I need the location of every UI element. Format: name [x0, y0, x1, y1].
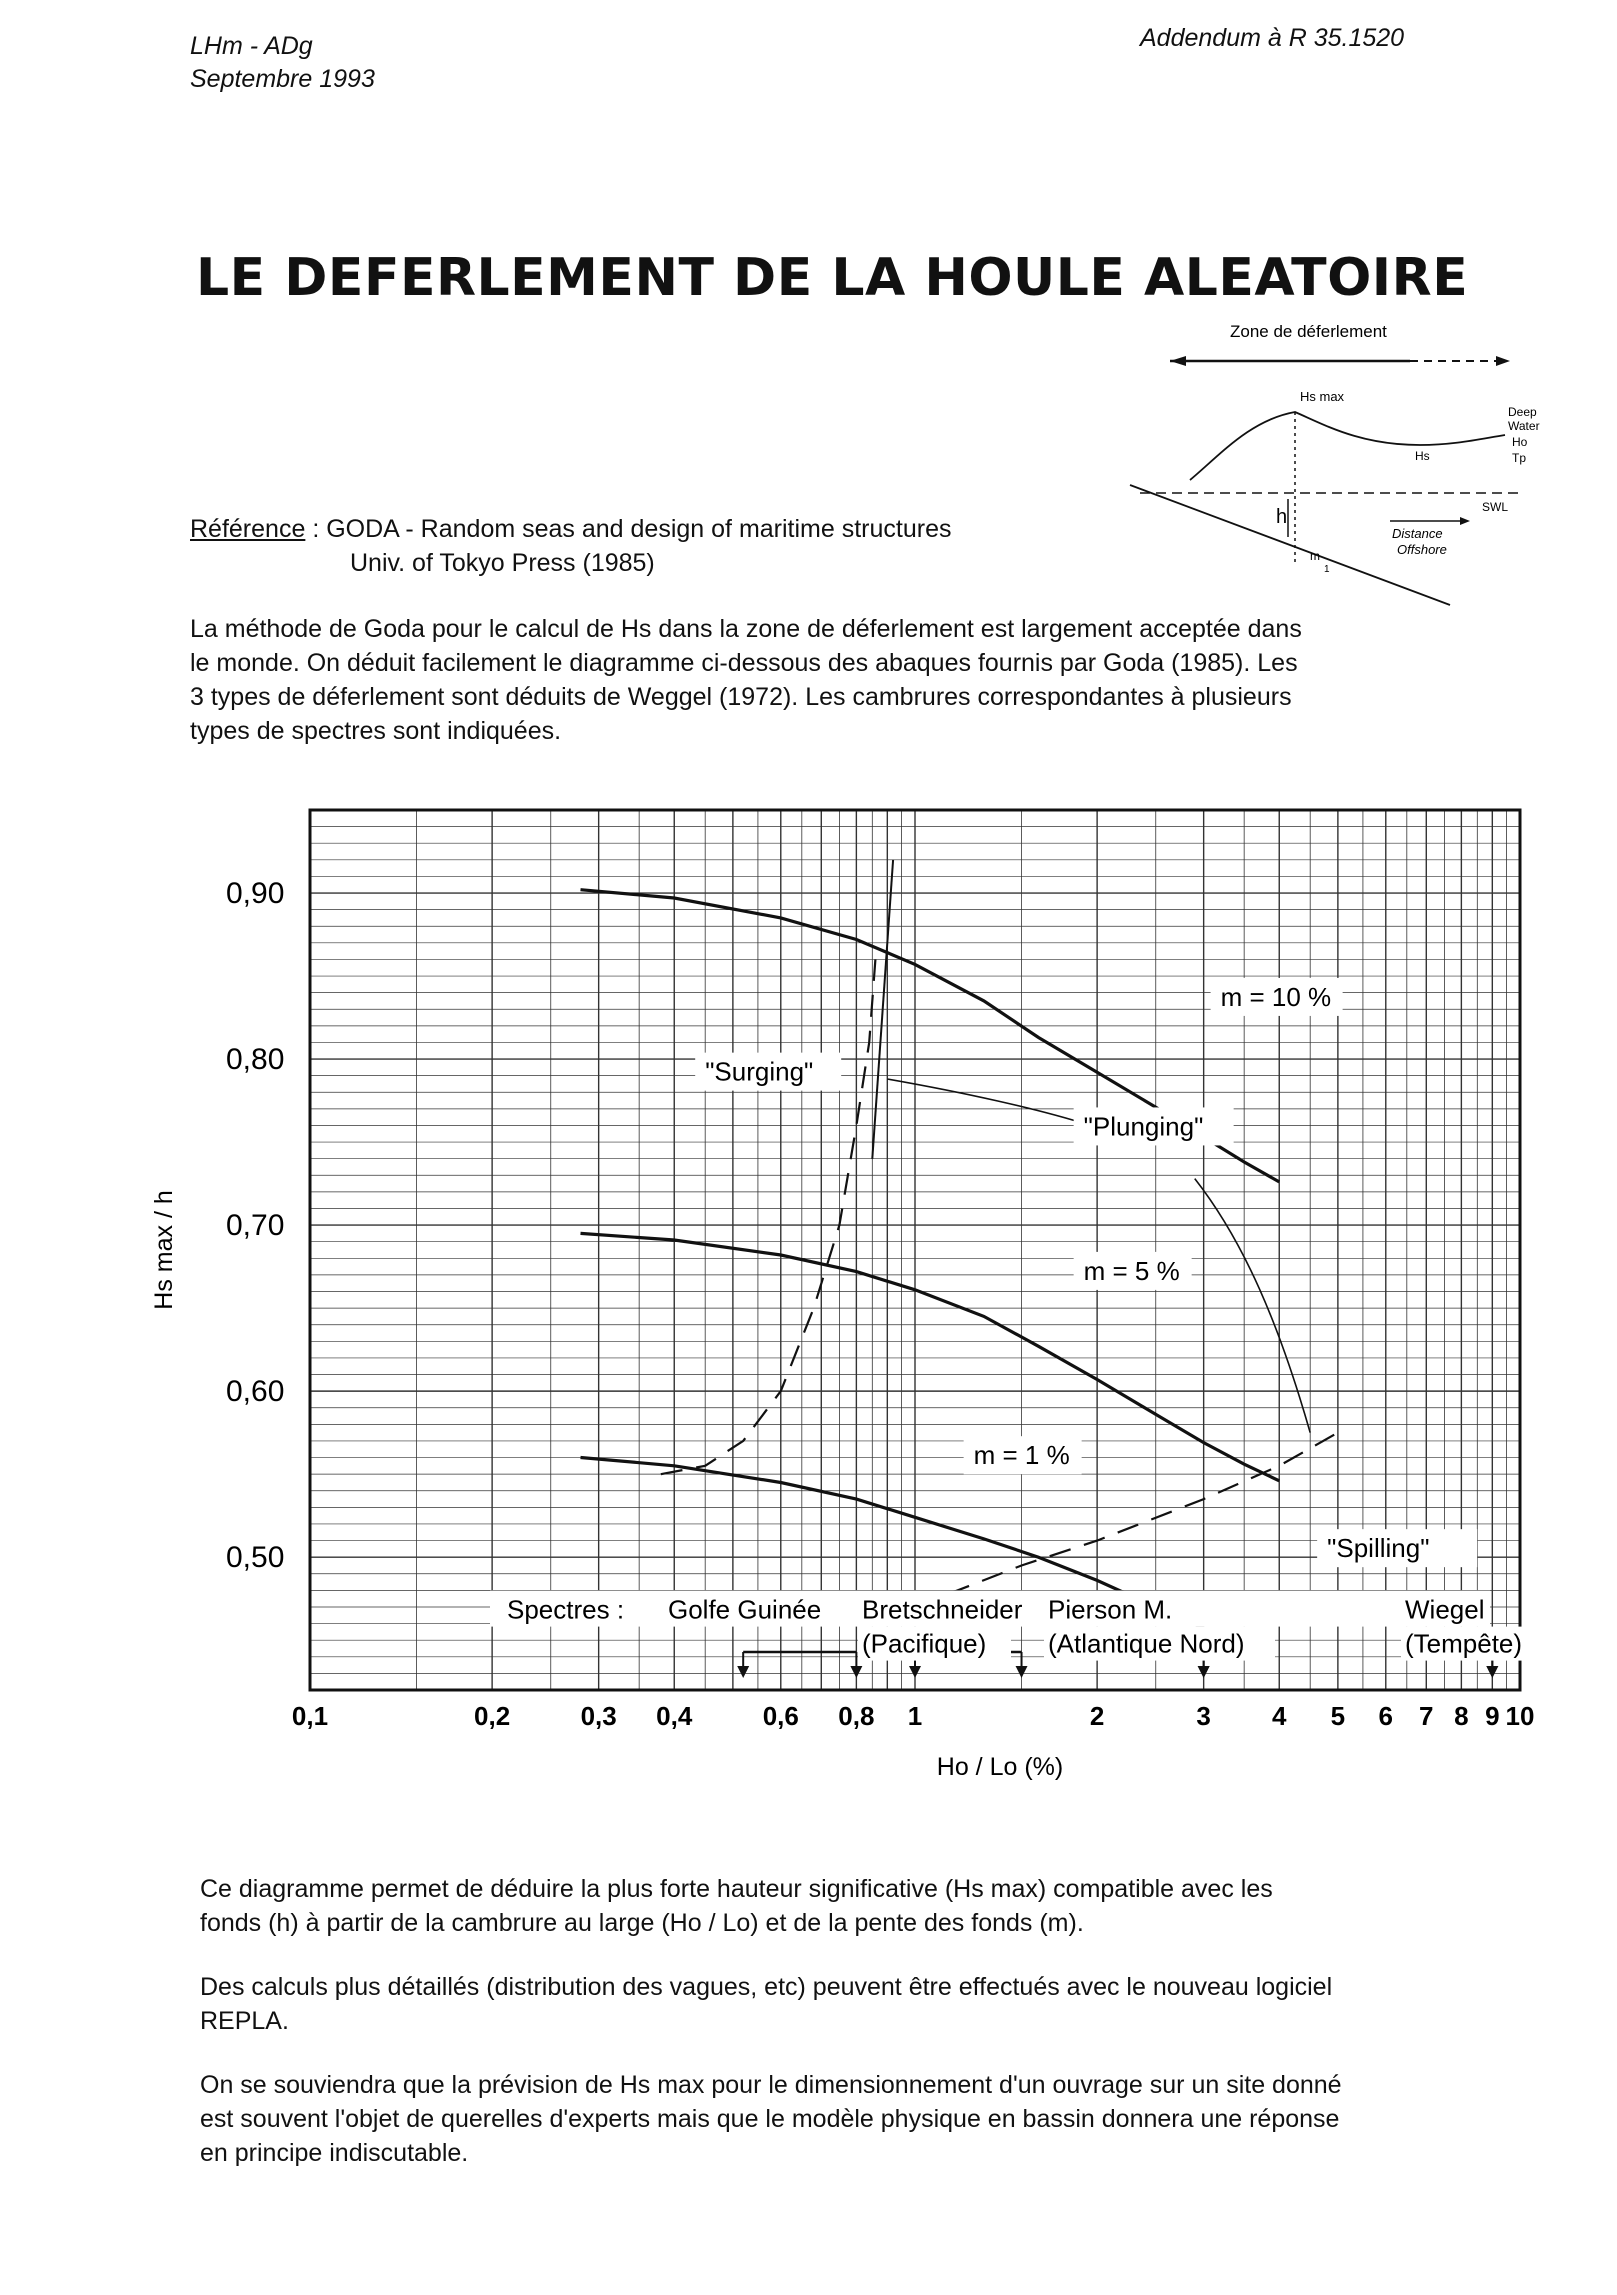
x-tick-label: 2 [1089, 1701, 1105, 1731]
sketch-h-label: h [1276, 506, 1288, 528]
header-addendum: Addendum à R 35.1520 [1140, 24, 1405, 52]
spectrum-sub: (Tempête) [1405, 1628, 1523, 1659]
spectrum-arrowhead [1198, 1666, 1210, 1678]
reference-line2: Univ. of Tokyo Press (1985) [350, 549, 655, 577]
page-title: LE DEFERLEMENT DE LA HOULE ALEATOIRE [196, 248, 1469, 308]
intro-line: 3 types de déferlement sont déduits de Weggel (1972). Les cambrures correspondantes à plusieurs [190, 683, 1292, 711]
spectra-label: Spectres : [507, 1594, 625, 1625]
breaking-zone-sketch [1110, 315, 1540, 615]
y-tick-label: 0,60 [226, 1375, 285, 1409]
outro-line: Des calculs plus détaillés (distribution des vagues, etc) peuvent être effectués avec le nouveau logiciel [200, 1973, 1333, 2001]
intro-paragraph [190, 612, 1490, 748]
sketch-distance-label: Distance [1392, 526, 1443, 541]
spectrum-arrowhead [1016, 1666, 1028, 1678]
reference-label: Référence [190, 515, 306, 543]
y-tick-label: 0,80 [226, 1043, 285, 1077]
x-tick-label: 9 [1485, 1701, 1500, 1731]
x-tick-label: 8 [1454, 1701, 1469, 1731]
outro-paragraph [200, 1872, 1500, 1940]
spectrum-arrowhead [850, 1666, 862, 1678]
sketch-hs-label: Hs [1415, 449, 1430, 463]
intro-line: La méthode de Goda pour le calcul de Hs dans la zone de déferlement est largement acceptée dans [190, 615, 1302, 643]
reference-block [190, 512, 1090, 580]
sketch-one-label: 1 [1324, 564, 1330, 575]
annotation-label: m = 10 % [1220, 981, 1332, 1012]
intro-line: types de spectres sont indiquées. [190, 717, 562, 745]
x-tick-label: 0,4 [656, 1701, 693, 1731]
sketch-zone-label: Zone de déferlement [1230, 322, 1387, 341]
x-tick-label: 0,1 [291, 1701, 329, 1731]
y-tick-label: 0,50 [226, 1541, 285, 1575]
outro-line: est souvent l'objet de querelles d'experts mais que le modèle physique en bassin donnera une réponse [200, 2105, 1340, 2133]
spectrum-name: Golfe Guinée [668, 1594, 822, 1625]
sketch-tp-label: Tp [1512, 451, 1527, 465]
sketch-arrow-right [1496, 356, 1510, 366]
breaking-chart [0, 780, 1617, 1820]
intro-line: le monde. On déduit facilement le diagramme ci-dessous des abaques fournis par Goda (1985). Les [190, 649, 1298, 677]
y-tick-label: 0,70 [226, 1209, 285, 1243]
annotation-label: "Spilling" [1327, 1533, 1430, 1564]
x-tick-label: 0,3 [580, 1701, 617, 1731]
sketch-swl-label: SWL [1482, 500, 1509, 514]
annotation-label: "Surging" [705, 1056, 814, 1087]
spectrum-arrowhead [909, 1666, 921, 1678]
outro-line: Ce diagramme permet de déduire la plus forte hauteur significative (Hs max) compatible avec les [200, 1875, 1273, 1903]
sketch-arrow-left [1170, 356, 1186, 366]
reference-colon: : [312, 515, 320, 543]
spectrum-name: Wiegel [1405, 1594, 1485, 1625]
spectrum-arrowhead [737, 1666, 749, 1678]
annotation-label: m = 1 % [973, 1440, 1070, 1471]
outro-line: en principe indiscutable. [200, 2139, 469, 2167]
sketch-ho-label: Ho [1512, 435, 1528, 449]
x-tick-label: 0,8 [838, 1701, 875, 1731]
series-line [661, 959, 876, 1474]
outro-line: On se souviendra que la prévision de Hs max pour le dimensionnement d'un ouvrage sur un site donné [200, 2071, 1342, 2099]
x-tick-label: 5 [1330, 1701, 1346, 1731]
x-tick-label: 10 [1505, 1701, 1535, 1731]
x-tick-label: 0,2 [474, 1701, 511, 1731]
outro-paragraph [200, 1970, 1500, 2038]
y-tick-label: 0,90 [226, 877, 285, 911]
spectrum-arrowhead [1486, 1666, 1498, 1678]
x-tick-label: 7 [1419, 1701, 1434, 1731]
spectrum-sub: (Atlantique Nord) [1048, 1628, 1245, 1659]
sketch-hsmax-label: Hs max [1300, 389, 1345, 404]
outro-paragraph [200, 2068, 1500, 2170]
sketch-deep-label: Deep [1508, 405, 1537, 419]
x-tick-label: 1 [907, 1701, 923, 1731]
header-lab: LHm - ADg [190, 32, 313, 60]
y-axis-label: Hs max / h [150, 1190, 178, 1310]
outro-line: REPLA. [200, 2007, 289, 2035]
spilling-pointer [1195, 1179, 1310, 1433]
sketch-offshore-label: Offshore [1397, 542, 1447, 557]
x-axis-label: Ho / Lo (%) [936, 1753, 1064, 1781]
outro-line: fonds (h) à partir de la cambrure au large (Ho / Lo) et de la pente des fonds (m). [200, 1909, 1084, 1937]
reference-line1: GODA - Random seas and design of maritime structures [326, 515, 952, 543]
annotation-label: "Plunging" [1083, 1111, 1204, 1142]
header-date: Septembre 1993 [190, 65, 375, 93]
x-tick-label: 4 [1272, 1701, 1287, 1731]
annotation-label: m = 5 % [1083, 1255, 1180, 1286]
outro-text [200, 1872, 1500, 2170]
x-tick-label: 3 [1196, 1701, 1211, 1731]
x-tick-label: 6 [1378, 1701, 1394, 1731]
spectrum-name: Bretschneider [862, 1594, 1023, 1625]
spectrum-sub: (Pacifique) [862, 1628, 987, 1659]
header-left [190, 30, 375, 96]
x-tick-label: 0,6 [762, 1701, 799, 1731]
sketch-wave-profile [1190, 412, 1505, 480]
spectrum-name: Pierson M. [1048, 1594, 1173, 1625]
sketch-distance-arrowhead [1460, 517, 1470, 525]
plunging-pointer [887, 1079, 1090, 1125]
sketch-water-label: Water [1508, 419, 1540, 433]
sketch-m-label: m [1310, 549, 1320, 563]
